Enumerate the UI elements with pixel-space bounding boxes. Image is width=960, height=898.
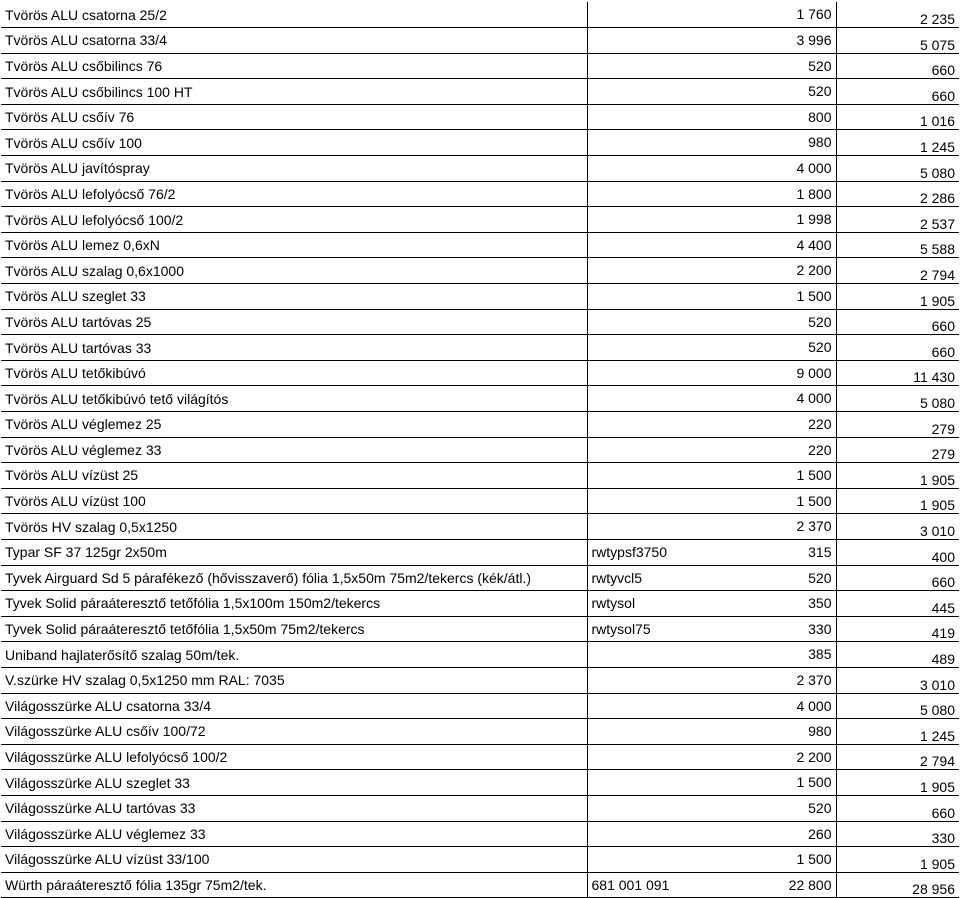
table-row	[1, 847, 959, 873]
gross-price-cell: 1 245	[836, 719, 959, 745]
net-price-cell: 800	[731, 104, 836, 130]
table-row	[1, 309, 959, 335]
net-price-cell: 520	[731, 53, 836, 79]
table-row	[1, 130, 959, 156]
product-name-cell: Tvörös ALU tetőkibúvó tető világítós	[1, 386, 587, 412]
net-price-cell: 1 998	[731, 207, 836, 233]
gross-price-cell: 1 016	[836, 104, 959, 130]
product-code-cell	[587, 232, 731, 258]
gross-price-cell: 489	[836, 642, 959, 668]
table-row	[1, 53, 959, 79]
product-name-cell: Tvörös ALU csőív 76	[1, 104, 587, 130]
table-row	[1, 28, 959, 54]
net-price-cell: 520	[731, 79, 836, 105]
gross-price-cell: 660	[836, 335, 959, 361]
product-code-cell	[587, 744, 731, 770]
table-row	[1, 284, 959, 310]
net-price-cell: 330	[731, 616, 836, 642]
net-price-cell: 4 400	[731, 232, 836, 258]
gross-price-cell: 2 286	[836, 181, 959, 207]
product-code-cell	[587, 28, 731, 54]
product-name-cell: Tvörös ALU szeglet 33	[1, 284, 587, 310]
gross-price-cell: 11 430	[836, 360, 959, 386]
product-name-cell: Tvörös ALU tartóvas 33	[1, 335, 587, 361]
product-name-cell: Tyvek Solid páraáteresztő tetőfólia 1,5x50m 75m2/tekercs	[1, 616, 587, 642]
net-price-cell: 520	[731, 565, 836, 591]
gross-price-cell: 660	[836, 795, 959, 821]
table-row	[1, 565, 959, 591]
table-row	[1, 2, 959, 28]
table-row	[1, 872, 959, 898]
gross-price-cell: 5 080	[836, 693, 959, 719]
product-name-cell: Tvörös ALU csőbilincs 100 HT	[1, 79, 587, 105]
table-row	[1, 795, 959, 821]
product-code-cell	[587, 284, 731, 310]
table-row	[1, 616, 959, 642]
table-row	[1, 719, 959, 745]
net-price-cell: 980	[731, 719, 836, 745]
net-price-cell: 2 200	[731, 258, 836, 284]
table-row	[1, 104, 959, 130]
product-code-cell	[587, 360, 731, 386]
table-row	[1, 642, 959, 668]
table-row	[1, 821, 959, 847]
gross-price-cell: 2 235	[836, 2, 959, 28]
net-price-cell: 315	[731, 539, 836, 565]
net-price-cell: 1 500	[731, 770, 836, 796]
gross-price-cell: 660	[836, 565, 959, 591]
table-row	[1, 258, 959, 284]
gross-price-cell: 3 010	[836, 514, 959, 540]
product-code-cell	[587, 2, 731, 28]
product-name-cell: Tvörös ALU vízüst 25	[1, 463, 587, 489]
gross-price-cell: 5 080	[836, 386, 959, 412]
table-row	[1, 360, 959, 386]
product-code-cell	[587, 847, 731, 873]
net-price-cell: 980	[731, 130, 836, 156]
product-name-cell: Tvörös ALU vízüst 100	[1, 488, 587, 514]
product-code-cell: rwtysol75	[587, 616, 731, 642]
table-row	[1, 79, 959, 105]
gross-price-cell: 1 245	[836, 130, 959, 156]
product-name-cell: Világosszürke ALU csőív 100/72	[1, 719, 587, 745]
net-price-cell: 1 500	[731, 488, 836, 514]
gross-price-cell: 1 905	[836, 284, 959, 310]
product-code-cell	[587, 463, 731, 489]
product-code-cell	[587, 79, 731, 105]
gross-price-cell: 1 905	[836, 770, 959, 796]
product-name-cell: Tyvek Solid páraáteresztő tetőfólia 1,5x100m 150m2/tekercs	[1, 591, 587, 617]
gross-price-cell: 2 537	[836, 207, 959, 233]
table-row	[1, 412, 959, 438]
table-row	[1, 386, 959, 412]
product-name-cell: Tvörös ALU lefolyócső 76/2	[1, 181, 587, 207]
product-code-cell: rwtypsf3750	[587, 539, 731, 565]
product-code-cell: rwtysol	[587, 591, 731, 617]
product-code-cell	[587, 693, 731, 719]
product-code-cell: rwtyvcl5	[587, 565, 731, 591]
product-name-cell: Tvörös ALU lefolyócső 100/2	[1, 207, 587, 233]
net-price-cell: 4 000	[731, 156, 836, 182]
product-code-cell	[587, 770, 731, 796]
gross-price-cell: 3 010	[836, 667, 959, 693]
product-code-cell	[587, 181, 731, 207]
product-code-cell	[587, 258, 731, 284]
product-code-cell	[587, 642, 731, 668]
gross-price-cell: 279	[836, 437, 959, 463]
net-price-cell: 2 200	[731, 744, 836, 770]
product-name-cell: Tyvek Airguard Sd 5 párafékező (hővisszaverő) fólia 1,5x50m 75m2/tekercs (kék/átl.)	[1, 565, 587, 591]
net-price-cell: 4 000	[731, 693, 836, 719]
product-code-cell	[587, 821, 731, 847]
table-row	[1, 693, 959, 719]
net-price-cell: 2 370	[731, 667, 836, 693]
gross-price-cell: 445	[836, 591, 959, 617]
net-price-cell: 1 500	[731, 463, 836, 489]
gross-price-cell: 2 794	[836, 744, 959, 770]
product-name-cell: Tvörös ALU véglemez 33	[1, 437, 587, 463]
net-price-cell: 3 996	[731, 28, 836, 54]
price-list-table	[1, 2, 959, 898]
product-name-cell: V.szürke HV szalag 0,5x1250 mm RAL: 7035	[1, 667, 587, 693]
table-row	[1, 770, 959, 796]
table-row	[1, 463, 959, 489]
product-name-cell: Tvörös ALU szalag 0,6x1000	[1, 258, 587, 284]
product-code-cell	[587, 719, 731, 745]
gross-price-cell: 330	[836, 821, 959, 847]
product-code-cell	[587, 488, 731, 514]
product-name-cell: Világosszürke ALU véglemez 33	[1, 821, 587, 847]
table-row	[1, 207, 959, 233]
product-name-cell: Világosszürke ALU lefolyócső 100/2	[1, 744, 587, 770]
net-price-cell: 4 000	[731, 386, 836, 412]
product-name-cell: Világosszürke ALU csatorna 33/4	[1, 693, 587, 719]
table-row	[1, 232, 959, 258]
net-price-cell: 1 800	[731, 181, 836, 207]
table-row	[1, 744, 959, 770]
table-row	[1, 437, 959, 463]
product-name-cell: Világosszürke ALU tartóvas 33	[1, 795, 587, 821]
net-price-cell: 1 500	[731, 847, 836, 873]
net-price-cell: 520	[731, 335, 836, 361]
table-row	[1, 591, 959, 617]
product-name-cell: Tvörös ALU csatorna 25/2	[1, 2, 587, 28]
net-price-cell: 350	[731, 591, 836, 617]
gross-price-cell: 660	[836, 79, 959, 105]
product-name-cell: Világosszürke ALU vízüst 33/100	[1, 847, 587, 873]
product-code-cell	[587, 795, 731, 821]
gross-price-cell: 279	[836, 412, 959, 438]
net-price-cell: 9 000	[731, 360, 836, 386]
gross-price-cell: 660	[836, 309, 959, 335]
gross-price-cell: 5 080	[836, 156, 959, 182]
product-code-cell	[587, 514, 731, 540]
gross-price-cell: 28 956	[836, 872, 959, 898]
product-code-cell	[587, 104, 731, 130]
product-name-cell: Typar SF 37 125gr 2x50m	[1, 539, 587, 565]
product-code-cell	[587, 386, 731, 412]
product-code-cell	[587, 130, 731, 156]
net-price-cell: 520	[731, 795, 836, 821]
net-price-cell: 385	[731, 642, 836, 668]
net-price-cell: 520	[731, 309, 836, 335]
product-name-cell: Tvörös ALU lemez 0,6xN	[1, 232, 587, 258]
table-row	[1, 488, 959, 514]
product-name-cell: Tvörös ALU csatorna 33/4	[1, 28, 587, 54]
product-code-cell	[587, 412, 731, 438]
table-row	[1, 667, 959, 693]
product-code-cell	[587, 53, 731, 79]
product-name-cell: Tvörös ALU javítóspray	[1, 156, 587, 182]
gross-price-cell: 1 905	[836, 847, 959, 873]
table-row	[1, 514, 959, 540]
product-name-cell: Tvörös ALU véglemez 25	[1, 412, 587, 438]
gross-price-cell: 419	[836, 616, 959, 642]
table-row	[1, 181, 959, 207]
product-code-cell	[587, 156, 731, 182]
net-price-cell: 1 500	[731, 284, 836, 310]
product-name-cell: Würth páraáteresztő fólia 135gr 75m2/tek.	[1, 872, 587, 898]
gross-price-cell: 400	[836, 539, 959, 565]
gross-price-cell: 5 588	[836, 232, 959, 258]
gross-price-cell: 5 075	[836, 28, 959, 54]
product-code-cell	[587, 437, 731, 463]
product-code-cell	[587, 309, 731, 335]
net-price-cell: 22 800	[731, 872, 836, 898]
product-name-cell: Tvörös ALU tetőkibúvó	[1, 360, 587, 386]
net-price-cell: 220	[731, 437, 836, 463]
product-name-cell: Tvörös ALU tartóvas 25	[1, 309, 587, 335]
product-code-cell	[587, 207, 731, 233]
product-code-cell	[587, 667, 731, 693]
net-price-cell: 1 760	[731, 2, 836, 28]
table-row	[1, 156, 959, 182]
gross-price-cell: 2 794	[836, 258, 959, 284]
product-name-cell: Tvörös ALU csőív 100	[1, 130, 587, 156]
net-price-cell: 220	[731, 412, 836, 438]
product-name-cell: Uniband hajlaterősítő szalag 50m/tek.	[1, 642, 587, 668]
gross-price-cell: 660	[836, 53, 959, 79]
table-row	[1, 335, 959, 361]
product-name-cell: Tvörös HV szalag 0,5x1250	[1, 514, 587, 540]
product-name-cell: Tvörös ALU csőbilincs 76	[1, 53, 587, 79]
gross-price-cell: 1 905	[836, 488, 959, 514]
product-code-cell: 681 001 091	[587, 872, 731, 898]
net-price-cell: 2 370	[731, 514, 836, 540]
product-name-cell: Világosszürke ALU szeglet 33	[1, 770, 587, 796]
table-row	[1, 539, 959, 565]
price-list-body	[1, 2, 959, 898]
product-code-cell	[587, 335, 731, 361]
gross-price-cell: 1 905	[836, 463, 959, 489]
net-price-cell: 260	[731, 821, 836, 847]
